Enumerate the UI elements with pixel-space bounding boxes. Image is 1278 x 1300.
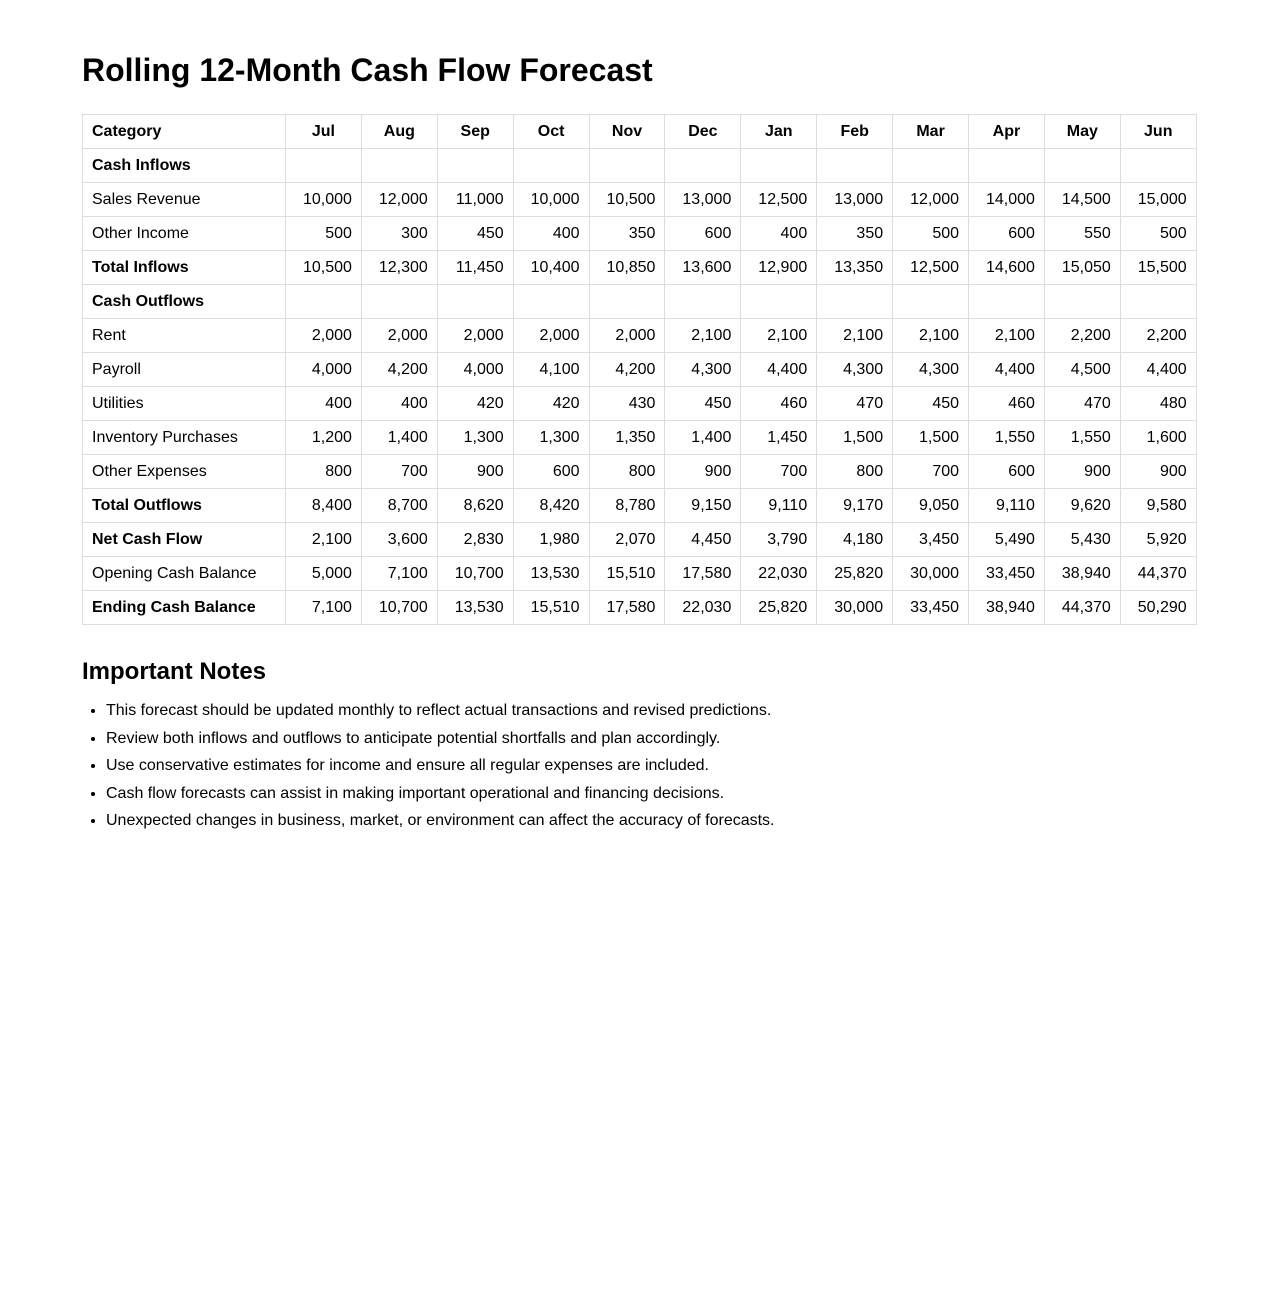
- table-cell: 5,000: [286, 557, 362, 591]
- table-cell: 2,100: [969, 319, 1045, 353]
- table-cell: 3,600: [361, 523, 437, 557]
- table-cell: 12,900: [741, 251, 817, 285]
- table-cell: 7,100: [286, 591, 362, 625]
- table-cell: [1044, 285, 1120, 319]
- table-cell: [361, 149, 437, 183]
- table-cell: [286, 285, 362, 319]
- notes-list: [82, 701, 1196, 830]
- table-cell: 13,350: [817, 251, 893, 285]
- table-cell: [589, 149, 665, 183]
- table-cell: [893, 285, 969, 319]
- table-cell: 50,290: [1120, 591, 1196, 625]
- table-cell: 4,500: [1044, 353, 1120, 387]
- row-label: Total Inflows: [83, 251, 286, 285]
- table-cell: 900: [1120, 455, 1196, 489]
- table-cell: 600: [969, 217, 1045, 251]
- table-cell: [437, 149, 513, 183]
- table-cell: 14,600: [969, 251, 1045, 285]
- table-cell: 700: [361, 455, 437, 489]
- table-cell: 9,170: [817, 489, 893, 523]
- table-cell: [969, 149, 1045, 183]
- table-cell: 2,100: [741, 319, 817, 353]
- table-cell: 9,580: [1120, 489, 1196, 523]
- table-cell: 350: [817, 217, 893, 251]
- table-cell: 500: [893, 217, 969, 251]
- table-cell: [969, 285, 1045, 319]
- row-label: Net Cash Flow: [83, 523, 286, 557]
- table-cell: [817, 285, 893, 319]
- table-cell: [513, 149, 589, 183]
- table-row: [83, 251, 1197, 285]
- table-cell: 480: [1120, 387, 1196, 421]
- column-header-month: May: [1044, 115, 1120, 149]
- table-row: [83, 421, 1197, 455]
- table-row: [83, 591, 1197, 625]
- table-cell: 600: [665, 217, 741, 251]
- column-header-month: Aug: [361, 115, 437, 149]
- table-cell: 17,580: [665, 557, 741, 591]
- table-cell: 8,400: [286, 489, 362, 523]
- page-title: Rolling 12-Month Cash Flow Forecast: [82, 52, 653, 88]
- table-row: [83, 149, 1197, 183]
- table-cell: 2,000: [437, 319, 513, 353]
- table-cell: 9,110: [741, 489, 817, 523]
- row-label: Opening Cash Balance: [83, 557, 286, 591]
- table-cell: [437, 285, 513, 319]
- table-cell: 800: [817, 455, 893, 489]
- column-header-category: Category: [83, 115, 286, 149]
- table-cell: 1,300: [513, 421, 589, 455]
- table-cell: 8,420: [513, 489, 589, 523]
- column-header-month: Jun: [1120, 115, 1196, 149]
- column-header-month: Apr: [969, 115, 1045, 149]
- table-cell: 430: [589, 387, 665, 421]
- table-cell: 30,000: [817, 591, 893, 625]
- table-cell: 400: [513, 217, 589, 251]
- table-cell: [817, 149, 893, 183]
- table-cell: [1044, 149, 1120, 183]
- table-cell: 1,500: [817, 421, 893, 455]
- table-cell: 9,050: [893, 489, 969, 523]
- table-cell: 470: [817, 387, 893, 421]
- table-cell: 22,030: [741, 557, 817, 591]
- table-cell: 1,300: [437, 421, 513, 455]
- table-cell: 460: [969, 387, 1045, 421]
- table-cell: 10,500: [589, 183, 665, 217]
- table-cell: 12,000: [893, 183, 969, 217]
- table-row: [83, 523, 1197, 557]
- table-cell: 13,600: [665, 251, 741, 285]
- table-cell: 4,400: [1120, 353, 1196, 387]
- table-cell: 1,350: [589, 421, 665, 455]
- table-cell: [589, 285, 665, 319]
- table-cell: [286, 149, 362, 183]
- row-label: Inventory Purchases: [83, 421, 286, 455]
- column-header-month: Jul: [286, 115, 362, 149]
- table-row: [83, 319, 1197, 353]
- table-cell: 4,400: [969, 353, 1045, 387]
- table-cell: [665, 149, 741, 183]
- table-cell: 8,620: [437, 489, 513, 523]
- table-cell: 4,300: [665, 353, 741, 387]
- table-cell: 9,150: [665, 489, 741, 523]
- row-label: Payroll: [83, 353, 286, 387]
- table-cell: 38,940: [1044, 557, 1120, 591]
- table-row: [83, 183, 1197, 217]
- table-cell: 600: [513, 455, 589, 489]
- table-cell: 2,070: [589, 523, 665, 557]
- table-cell: 2,000: [286, 319, 362, 353]
- table-cell: 700: [893, 455, 969, 489]
- table-cell: 25,820: [741, 591, 817, 625]
- column-header-month: Oct: [513, 115, 589, 149]
- table-cell: 33,450: [893, 591, 969, 625]
- table-cell: 1,550: [1044, 421, 1120, 455]
- table-cell: 1,600: [1120, 421, 1196, 455]
- table-cell: 44,370: [1120, 557, 1196, 591]
- table-cell: 10,000: [286, 183, 362, 217]
- table-cell: 4,100: [513, 353, 589, 387]
- table-cell: 17,580: [589, 591, 665, 625]
- table-cell: 4,400: [741, 353, 817, 387]
- table-cell: 4,000: [286, 353, 362, 387]
- column-header-month: Nov: [589, 115, 665, 149]
- table-cell: 500: [1120, 217, 1196, 251]
- table-cell: 44,370: [1044, 591, 1120, 625]
- table-cell: 800: [286, 455, 362, 489]
- table-cell: 300: [361, 217, 437, 251]
- table-cell: 13,000: [665, 183, 741, 217]
- table-cell: 10,850: [589, 251, 665, 285]
- table-cell: 22,030: [665, 591, 741, 625]
- table-cell: 3,450: [893, 523, 969, 557]
- table-cell: 450: [893, 387, 969, 421]
- table-cell: 9,110: [969, 489, 1045, 523]
- column-header-month: Mar: [893, 115, 969, 149]
- table-cell: [1120, 285, 1196, 319]
- table-cell: 4,300: [893, 353, 969, 387]
- table-cell: 13,530: [513, 557, 589, 591]
- table-row: [83, 217, 1197, 251]
- table-cell: 2,200: [1044, 319, 1120, 353]
- table-cell: 12,000: [361, 183, 437, 217]
- note-item: • Review both inflows and outflows to anticipate potential shortfalls and plan accordingly.: [106, 729, 1196, 748]
- table-row: [83, 455, 1197, 489]
- table-cell: [665, 285, 741, 319]
- table-cell: 2,100: [286, 523, 362, 557]
- table-cell: 550: [1044, 217, 1120, 251]
- table-cell: 14,500: [1044, 183, 1120, 217]
- table-row: [83, 387, 1197, 421]
- row-label: Rent: [83, 319, 286, 353]
- table-cell: 1,980: [513, 523, 589, 557]
- table-cell: 2,100: [893, 319, 969, 353]
- table-cell: 9,620: [1044, 489, 1120, 523]
- table-cell: 400: [361, 387, 437, 421]
- table-cell: 10,700: [437, 557, 513, 591]
- table-cell: 420: [437, 387, 513, 421]
- table-cell: 4,200: [589, 353, 665, 387]
- table-cell: 38,940: [969, 591, 1045, 625]
- table-cell: 4,000: [437, 353, 513, 387]
- note-item: • Unexpected changes in business, market, or environment can affect the accuracy of forecasts.: [106, 811, 1196, 830]
- table-cell: 460: [741, 387, 817, 421]
- note-item: • Use conservative estimates for income and ensure all regular expenses are included.: [106, 756, 1196, 775]
- table-cell: 10,700: [361, 591, 437, 625]
- table-cell: 8,780: [589, 489, 665, 523]
- table-cell: 4,300: [817, 353, 893, 387]
- table-cell: 13,530: [437, 591, 513, 625]
- table-cell: 5,430: [1044, 523, 1120, 557]
- table-cell: 1,550: [969, 421, 1045, 455]
- column-header-month: Jan: [741, 115, 817, 149]
- table-cell: 1,400: [361, 421, 437, 455]
- table-cell: 500: [286, 217, 362, 251]
- table-cell: 2,100: [665, 319, 741, 353]
- table-cell: 2,100: [817, 319, 893, 353]
- table-cell: 15,510: [589, 557, 665, 591]
- table-cell: 30,000: [893, 557, 969, 591]
- table-row: [83, 557, 1197, 591]
- row-label: Other Expenses: [83, 455, 286, 489]
- row-label: Cash Outflows: [83, 285, 286, 319]
- table-cell: 12,500: [893, 251, 969, 285]
- table-cell: 1,200: [286, 421, 362, 455]
- table-cell: [513, 285, 589, 319]
- table-cell: [1120, 149, 1196, 183]
- table-cell: [741, 285, 817, 319]
- notes-heading: Important Notes: [82, 658, 267, 685]
- table-cell: 2,200: [1120, 319, 1196, 353]
- table-cell: 350: [589, 217, 665, 251]
- table-cell: 1,450: [741, 421, 817, 455]
- table-cell: 400: [286, 387, 362, 421]
- table-cell: 15,050: [1044, 251, 1120, 285]
- table-body: [83, 149, 1197, 625]
- column-header-month: Sep: [437, 115, 513, 149]
- table-cell: 4,180: [817, 523, 893, 557]
- table-cell: 7,100: [361, 557, 437, 591]
- table-cell: 2,830: [437, 523, 513, 557]
- table-cell: 10,400: [513, 251, 589, 285]
- table-cell: 15,000: [1120, 183, 1196, 217]
- table-cell: 1,500: [893, 421, 969, 455]
- table-cell: 1,400: [665, 421, 741, 455]
- table-row: [83, 353, 1197, 387]
- table-cell: 13,000: [817, 183, 893, 217]
- table-cell: 33,450: [969, 557, 1045, 591]
- row-label: Other Income: [83, 217, 286, 251]
- table-cell: 2,000: [513, 319, 589, 353]
- table-cell: 5,920: [1120, 523, 1196, 557]
- cash-flow-table: [82, 114, 1197, 625]
- note-item: • Cash flow forecasts can assist in making important operational and financing decisions.: [106, 784, 1196, 803]
- table-cell: 4,200: [361, 353, 437, 387]
- table-cell: 600: [969, 455, 1045, 489]
- row-label: Cash Inflows: [83, 149, 286, 183]
- table-cell: 900: [665, 455, 741, 489]
- table-cell: 14,000: [969, 183, 1045, 217]
- table-cell: 4,450: [665, 523, 741, 557]
- table-cell: 12,300: [361, 251, 437, 285]
- table-cell: 10,500: [286, 251, 362, 285]
- table-cell: 2,000: [589, 319, 665, 353]
- row-label: Ending Cash Balance: [83, 591, 286, 625]
- row-label: Sales Revenue: [83, 183, 286, 217]
- table-cell: 11,000: [437, 183, 513, 217]
- table-row: [83, 285, 1197, 319]
- table-cell: 450: [437, 217, 513, 251]
- table-cell: 900: [1044, 455, 1120, 489]
- table-cell: 12,500: [741, 183, 817, 217]
- table-cell: 25,820: [817, 557, 893, 591]
- column-header-month: Dec: [665, 115, 741, 149]
- table-cell: 8,700: [361, 489, 437, 523]
- table-row: [83, 489, 1197, 523]
- row-label: Utilities: [83, 387, 286, 421]
- table-cell: 900: [437, 455, 513, 489]
- table-cell: 5,490: [969, 523, 1045, 557]
- table-cell: 400: [741, 217, 817, 251]
- table-cell: 800: [589, 455, 665, 489]
- table-cell: [741, 149, 817, 183]
- table-cell: 3,790: [741, 523, 817, 557]
- column-header-month: Feb: [817, 115, 893, 149]
- table-cell: 15,510: [513, 591, 589, 625]
- table-header-row: [83, 115, 1197, 149]
- table-cell: 700: [741, 455, 817, 489]
- note-item: • This forecast should be updated monthly to reflect actual transactions and revised predictions.: [106, 701, 1196, 720]
- table-cell: [893, 149, 969, 183]
- table-cell: 15,500: [1120, 251, 1196, 285]
- table-cell: 2,000: [361, 319, 437, 353]
- table-cell: 420: [513, 387, 589, 421]
- table-cell: 10,000: [513, 183, 589, 217]
- table-cell: 450: [665, 387, 741, 421]
- table-cell: [361, 285, 437, 319]
- row-label: Total Outflows: [83, 489, 286, 523]
- table-cell: 470: [1044, 387, 1120, 421]
- table-cell: 11,450: [437, 251, 513, 285]
